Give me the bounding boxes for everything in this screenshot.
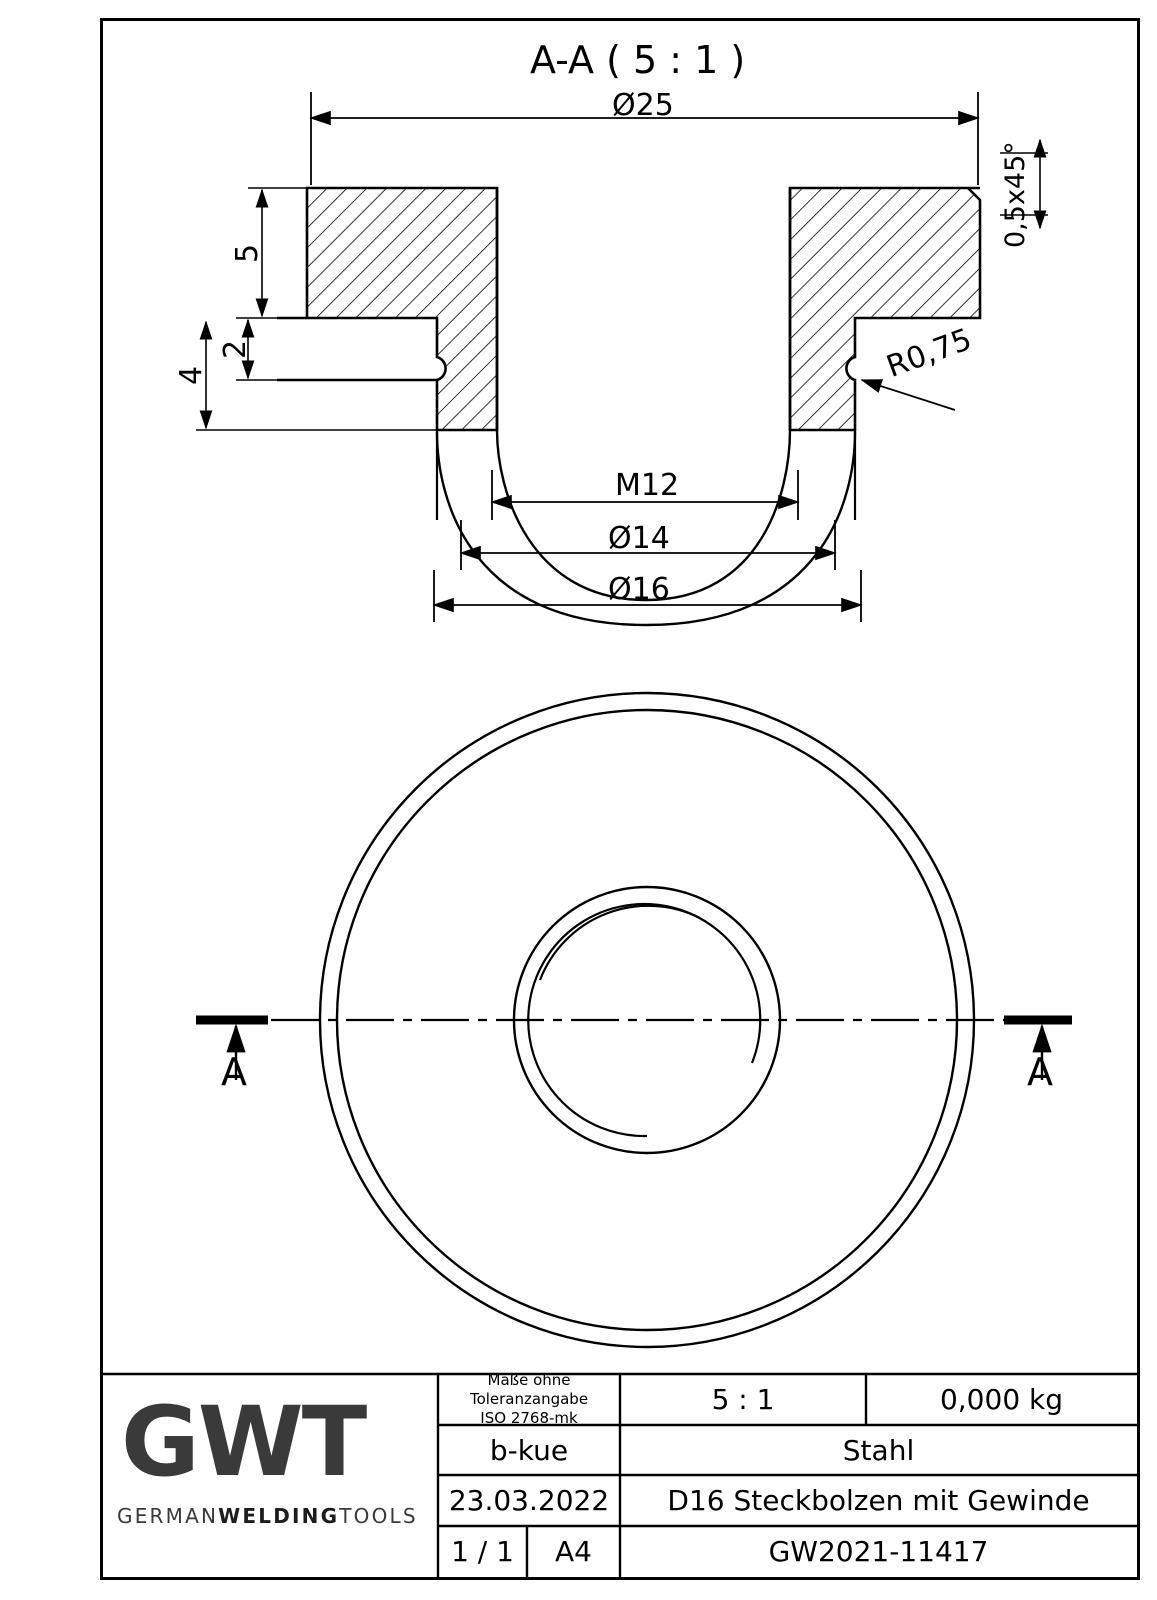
section-title: A-A ( 5 : 1 ) bbox=[530, 38, 746, 82]
label-thread: M12 bbox=[615, 468, 680, 503]
title-block bbox=[103, 1371, 1137, 1577]
section-line bbox=[196, 1020, 1072, 1080]
label-chamfer: 0,5x45° bbox=[1000, 141, 1031, 248]
format-value: A4 bbox=[555, 1535, 592, 1568]
label-shank-diameter: Ø16 bbox=[608, 572, 670, 607]
logo-word-german: GERMAN bbox=[117, 1504, 219, 1528]
sheet-value: 1 / 1 bbox=[451, 1535, 514, 1568]
logo-word-tools: TOOLS bbox=[339, 1504, 418, 1528]
label-total-height: 4 bbox=[174, 365, 210, 386]
dimension-radius-leader bbox=[862, 380, 955, 410]
label-step-height: 2 bbox=[218, 339, 254, 360]
company-logo bbox=[103, 1374, 438, 1577]
date-value: 23.03.2022 bbox=[448, 1484, 610, 1517]
dimension-total-height bbox=[196, 322, 436, 430]
label-outer-diameter: Ø25 bbox=[612, 88, 674, 123]
label-flange-height: 5 bbox=[230, 243, 266, 264]
drawing-number-value: GW2021-11417 bbox=[768, 1535, 989, 1568]
logo-word-welding: WELDING bbox=[218, 1504, 340, 1528]
material-value: Stahl bbox=[842, 1433, 915, 1467]
tolerance-note-line1: Maße ohne Toleranzangabe bbox=[469, 1371, 589, 1409]
section-view bbox=[277, 188, 980, 625]
logo-wordmark bbox=[117, 1504, 418, 1528]
weight-value: 0,000 kg bbox=[939, 1383, 1064, 1416]
section-mark-left: A bbox=[221, 1050, 247, 1094]
logo-mark: GWT bbox=[121, 1386, 366, 1498]
label-bore-diameter: Ø14 bbox=[608, 521, 670, 556]
label-radius: R0,75 bbox=[882, 322, 977, 385]
author-value: b-kue bbox=[489, 1433, 569, 1467]
section-mark-right: A bbox=[1027, 1050, 1053, 1094]
scale-value: 5 : 1 bbox=[711, 1383, 775, 1416]
part-name-value: D16 Steckbolzen mit Gewinde bbox=[667, 1484, 1090, 1517]
tolerance-note-line2: ISO 2768-mk bbox=[480, 1408, 578, 1427]
tolerance-note bbox=[438, 1371, 620, 1427]
